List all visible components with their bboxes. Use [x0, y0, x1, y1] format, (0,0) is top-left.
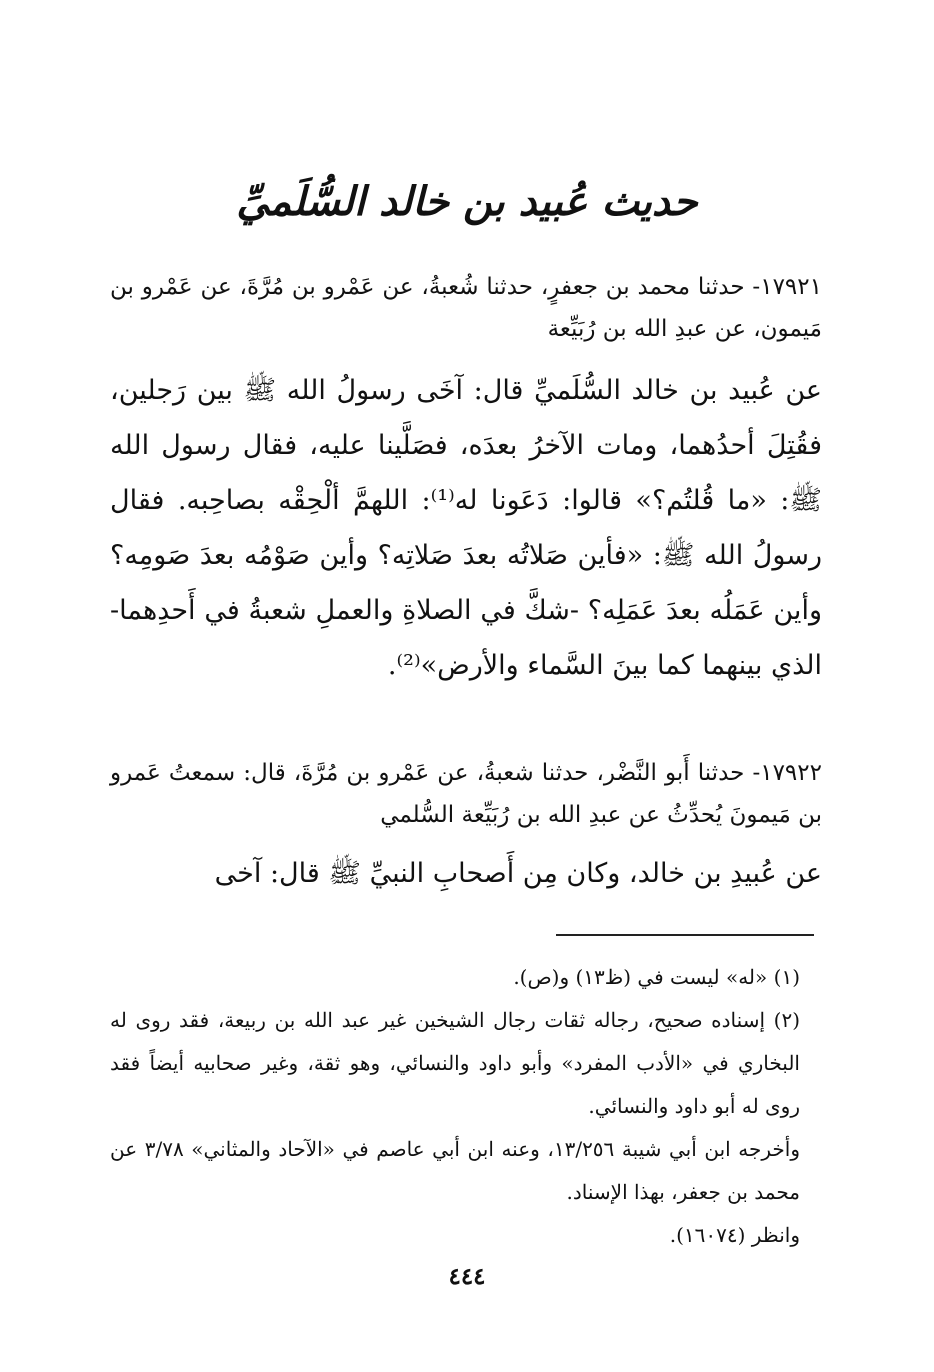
hadith-17922-chain: ١٧٩٢٢- حدثنا أَبو النَّضْر، حدثنا شعبةُ، عن عَمْرو بن مُرَّةَ، قال: سمعتُ عَمرو بن مَيمونَ يُحدِّثُ عن عبدِ الله بن رُبَيِّعة السُّلمي — [110, 760, 822, 828]
hadith-17921-text: عن عُبيد بن خالد السُّلَميِّ قال: آخَى رسولُ الله ﷺ بين رَجلين، فقُتِلَ أحدُهما، ومات الآخرُ بعدَه، فصَلَّينا عليه، فقال رسول الله ﷺ: «ما قُلتُم؟» قالوا: دَعَونا له⁽¹⁾: اللهمَّ ألْحِقْه بصاحِبه. فقال رسولُ الله ﷺ: «فأين صَلاتُه بعدَ صَلاتِه؟ وأين صَوْمُه بعدَ صَومِه؟ وأين عَمَلُه بعدَ عَمَلِه؟ -شكَّ في الصلاةِ والعملِ شعبةُ في أَحدِهما- الذي بينهما كما بينَ السَّماء والأرض»⁽²⁾. — [110, 375, 823, 681]
footnote-2: (٢) إسناده صحيح، رجاله ثقات رجال الشيخين غير عبد الله بن ربيعة، فقد روى له البخاري في «الأدب المفرد» وأبو داود والنسائي، وهو ثقة، وغير صحابيه أيضاً فقد روى له أبو داود والنسائي. — [110, 1008, 800, 1118]
footnote-separator — [556, 934, 814, 936]
hadith-17922-text: عن عُبيدِ بن خالد، وكان مِن أَصحابِ النبيِّ ﷺ قال: آخى — [214, 858, 822, 889]
chapter-title: حديث عُبيد بن خالد السُّلَميِّ — [236, 178, 698, 225]
footnotes — [110, 956, 822, 1257]
hadith-17921-chain: ١٧٩٢١- حدثنا محمد بن جعفرٍ، حدثنا شُعبةُ، عن عَمْرو بن مُرَّةَ، عن عَمْرو بن مَيمون، عن عبدِ الله بن رُبَيِّعة — [110, 274, 822, 342]
footnote-2-takhrij: وأخرجه ابن أبي شيبة ١٣/٢٥٦، وعنه ابن أبي عاصم في «الآحاد والمثاني» ٣/٧٨ عن محمد بن جعفر، بهذا الإسناد. — [110, 1137, 800, 1204]
footnote-2-cross-reference: وانظر (١٦٠٧٤). — [669, 1223, 800, 1247]
footnote-1: (١) «له» ليست في (ظ١٣) و(ص). — [513, 965, 800, 989]
page-number: ٤٤٤ — [448, 1263, 486, 1290]
